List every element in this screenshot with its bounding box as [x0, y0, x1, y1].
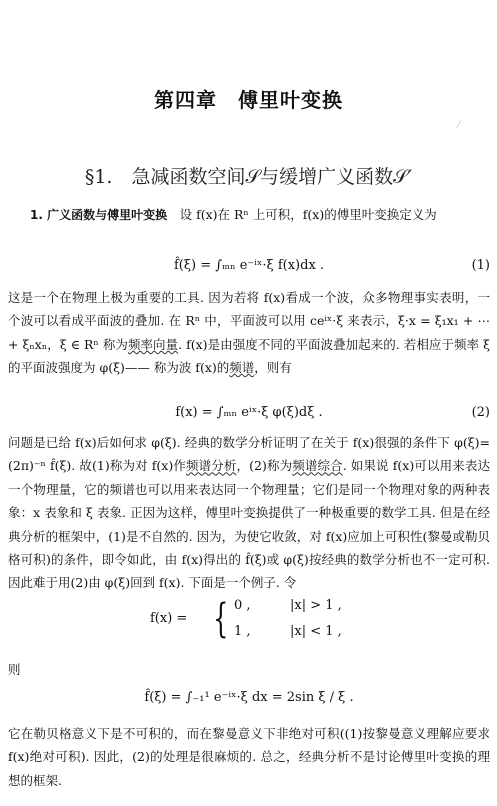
- chapter-title: 第四章 傅里叶变换: [154, 88, 343, 112]
- section-title: §1. 急减函数空间𝒮与缓增广义函数𝒮′: [84, 166, 413, 188]
- equation-1-number: (1): [471, 258, 490, 273]
- piecewise-row1-value: 0 ,: [234, 598, 251, 613]
- term-spectrum: 频谱: [229, 360, 255, 376]
- paragraph-4: 它在勒贝格意义下是不可积的，而在黎曼意义下非绝对可积((1)按黎曼意义理解应要求 f(x)绝对可积). 因此，(2)的处理是很麻烦的. 总之，经典分析不是讨论傅里叶变换的理想的框架.: [8, 726, 490, 788]
- para2-text-b: . f(x)是由强度不同的平面波叠加起来的. 若相应于频率 ξ 的平面波强度为 φ(ξ)—— 称为波 f(x)的: [8, 336, 490, 376]
- equation-2-number: (2): [471, 405, 490, 420]
- equation-2: [8, 405, 490, 433]
- scan-mark: ⁄: [458, 120, 460, 131]
- para3-text-a: 问题是已给 f(x)后如何求 φ(ξ). 经典的数学分析证明了在关于 f(x)很强的条件下 φ(ξ)=(2π)⁻ⁿ f̂(ξ). 故(1)称为对 f(x)作: [8, 435, 490, 474]
- para2-text-c: ，则有: [254, 360, 292, 376]
- para3-text-b: ，(2)称为: [236, 458, 293, 474]
- term-frequency-vector: 频率向量: [127, 336, 179, 352]
- subsection-label: 1. 广义函数与傅里叶变换: [30, 208, 168, 222]
- intro-text: 设 f(x)在 Rⁿ 上可积，f(x)的傅里叶变换定义为: [179, 207, 437, 222]
- brace-glyph: {: [213, 596, 229, 642]
- equation-1-body: f̂(ξ) = ∫ₘₙ e⁻ⁱˣ·ξ f(x)dx .: [173, 258, 325, 273]
- piecewise-row2-value: 1 ,: [234, 624, 251, 639]
- equation-3-body: f̂(ξ) = ∫₋₁¹ e⁻ⁱˣ·ξ dx = 2sin ξ / ξ .: [144, 690, 354, 705]
- piecewise-row1-condition: |x| > 1 ,: [290, 598, 342, 613]
- then-label: 则: [8, 662, 21, 677]
- paragraph-2: [8, 286, 490, 380]
- term-spectral-analysis: 频谱分析: [185, 458, 237, 474]
- para2-text-a: 这是一个在物理上极为重要的工具. 因为若将 f(x)看成一个波，众多物理事实表明，一个波可以看成平面波的叠加. 在 Rⁿ 中，平面波可以用 ceⁱˣ·ξ 来表示，ξ·x = ξ₁x₁ + ⋯ + ξₙxₙ，ξ ∈ Rⁿ 称为: [8, 290, 490, 352]
- equation-1: [8, 258, 490, 286]
- term-spectral-synthesis: 频谱综合: [292, 458, 343, 474]
- para3-text-c: . 如果说 f(x)可以用来表达一个物理量，它的频谱也可以用来表达同一个物理量；它们是同一个物理对象的两种表象：x 表象和 ξ 表象. 正因为这样，傅里叶变换提供了一种极重要的数学工具. 但是在经典分析的框架中，(1)是不自然的. 因为，为使它收敛，对 f(x)应加上可积性(黎曼或勒贝格可积)的条件，即令如此，由 f(x)得出的 f̂(ξ)或 φ(ξ)按经典的数学分析也不一定可积. 因此难于用(2)由 φ(ξ)回到 f(x). 下面是一个例子. 令: [8, 458, 490, 591]
- piecewise-row2-condition: |x| < 1 ,: [290, 624, 342, 639]
- piecewise-definition: [150, 598, 410, 648]
- piecewise-lhs: f(x) =: [150, 611, 188, 626]
- equation-3: [8, 690, 490, 718]
- equation-2-body: f(x) = ∫ₘₙ eⁱˣ·ξ φ(ξ)dξ .: [175, 405, 323, 420]
- intro-paragraph: [8, 203, 490, 227]
- paragraph-3: [8, 431, 490, 595]
